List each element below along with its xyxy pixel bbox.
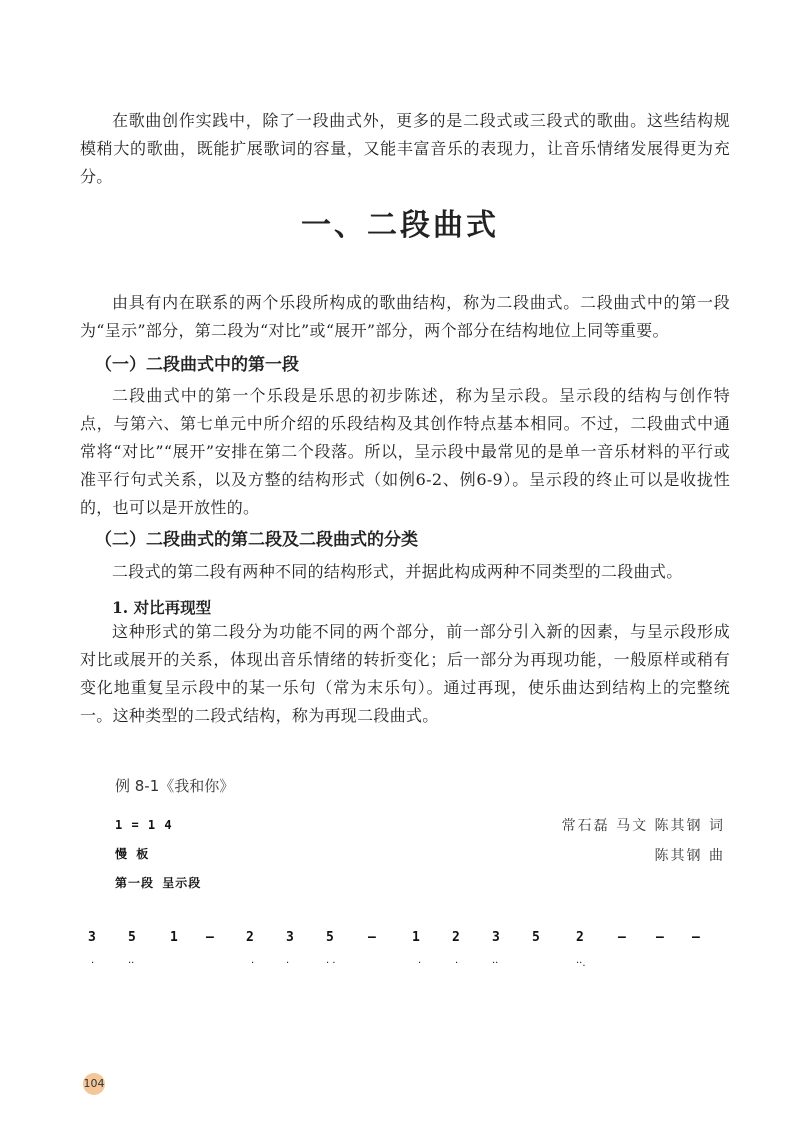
key-signature: 1 = 1 4 — [115, 818, 173, 832]
point-1-title: 1. 对比再现型 — [112, 598, 212, 617]
note: 3 — [286, 930, 294, 945]
note: – — [656, 930, 664, 945]
section-paragraph: 由具有内在联系的两个乐段所构成的歌曲结构，称为二段曲式。二段曲式中的第一段为“呈示”部分，第二段为“对比”或“展开”部分，两个部分在结构地位上同等重要。 — [80, 293, 730, 340]
note: – — [618, 930, 626, 945]
note: 3 — [88, 930, 96, 945]
intro-paragraph: 在歌曲创作实践中，除了一段曲式外，更多的是二段式或三段式的歌曲。这些结构规模稍大的歌曲，既能扩展歌词的容量，又能丰富音乐的表现力，让音乐情绪发展得更为充分。 — [80, 111, 730, 186]
lyricist-credit: 常石磊 马文 陈其钢 词 — [561, 818, 725, 834]
note: 2 — [452, 930, 460, 945]
note: 5 — [326, 930, 334, 945]
octave-dot: ·· — [128, 958, 135, 969]
octave-dot: ·· — [492, 958, 499, 969]
note: 3 — [492, 930, 500, 945]
octave-dot: · · — [326, 958, 336, 969]
note: 2 — [246, 930, 254, 945]
subsection-2-title: （二）二段曲式的第二段及二段曲式的分类 — [95, 530, 418, 550]
subsection-1-title: （一）二段曲式中的第一段 — [95, 355, 299, 375]
octave-dot: · — [418, 958, 422, 969]
octave-dot: · — [91, 958, 95, 969]
notation-row — [88, 930, 708, 950]
point-1-text: 这种形式的第二段分为功能不同的两个部分，前一部分引入新的因素，与呈示段形成对比或展开的关系，体现出音乐情绪的转折变化；后一部分为再现功能，一般原样或稍有变化地重复呈示段中的某一乐句（常为末乐句）。通过再现，使乐曲达到结构上的完整统一。这种类型的二段式结构，称为再现二段曲式。 — [80, 622, 730, 725]
note: 1 — [412, 930, 420, 945]
example-title: 例 8-1《我和你》 — [115, 777, 235, 795]
note: – — [368, 930, 376, 945]
page-number: 104 — [83, 1073, 105, 1095]
subsection-1-text: 二段曲式中的第一个乐段是乐思的初步陈述，称为呈示段。呈示段的结构与创作特点，与第六、第七单元中所介绍的乐段结构及其创作特点基本相同。不过，二段曲式中通常将“对比”“展开”安排在第二个段落。所以，呈示段中最常见的是单一音乐材料的平行或准平行句式关系，以及方整的结构形式（如例6-2、例6-9）。呈示段的终止可以是收拢性的，也可以是开放性的。 — [80, 386, 730, 517]
note: 5 — [532, 930, 540, 945]
note: 2 — [576, 930, 584, 945]
octave-dot: · — [286, 958, 290, 969]
section-title: 一、二段曲式 — [301, 208, 499, 243]
note: – — [206, 930, 214, 945]
octave-dot: · — [251, 958, 255, 969]
note: – — [692, 930, 700, 945]
composer-credit: 陈其钢 曲 — [654, 848, 725, 864]
subsection-2-text: 二段式的第二段有两种不同的结构形式，并据此构成两种不同类型的二段曲式。 — [112, 562, 683, 581]
tempo-marking: 慢 板 — [115, 847, 150, 861]
octave-dots-row — [88, 958, 708, 972]
octave-dot: ··. — [576, 958, 586, 969]
note: 1 — [170, 930, 178, 945]
section-marking: 第一段 呈示段 — [115, 876, 202, 890]
note: 5 — [128, 930, 136, 945]
octave-dot: · — [455, 958, 459, 969]
